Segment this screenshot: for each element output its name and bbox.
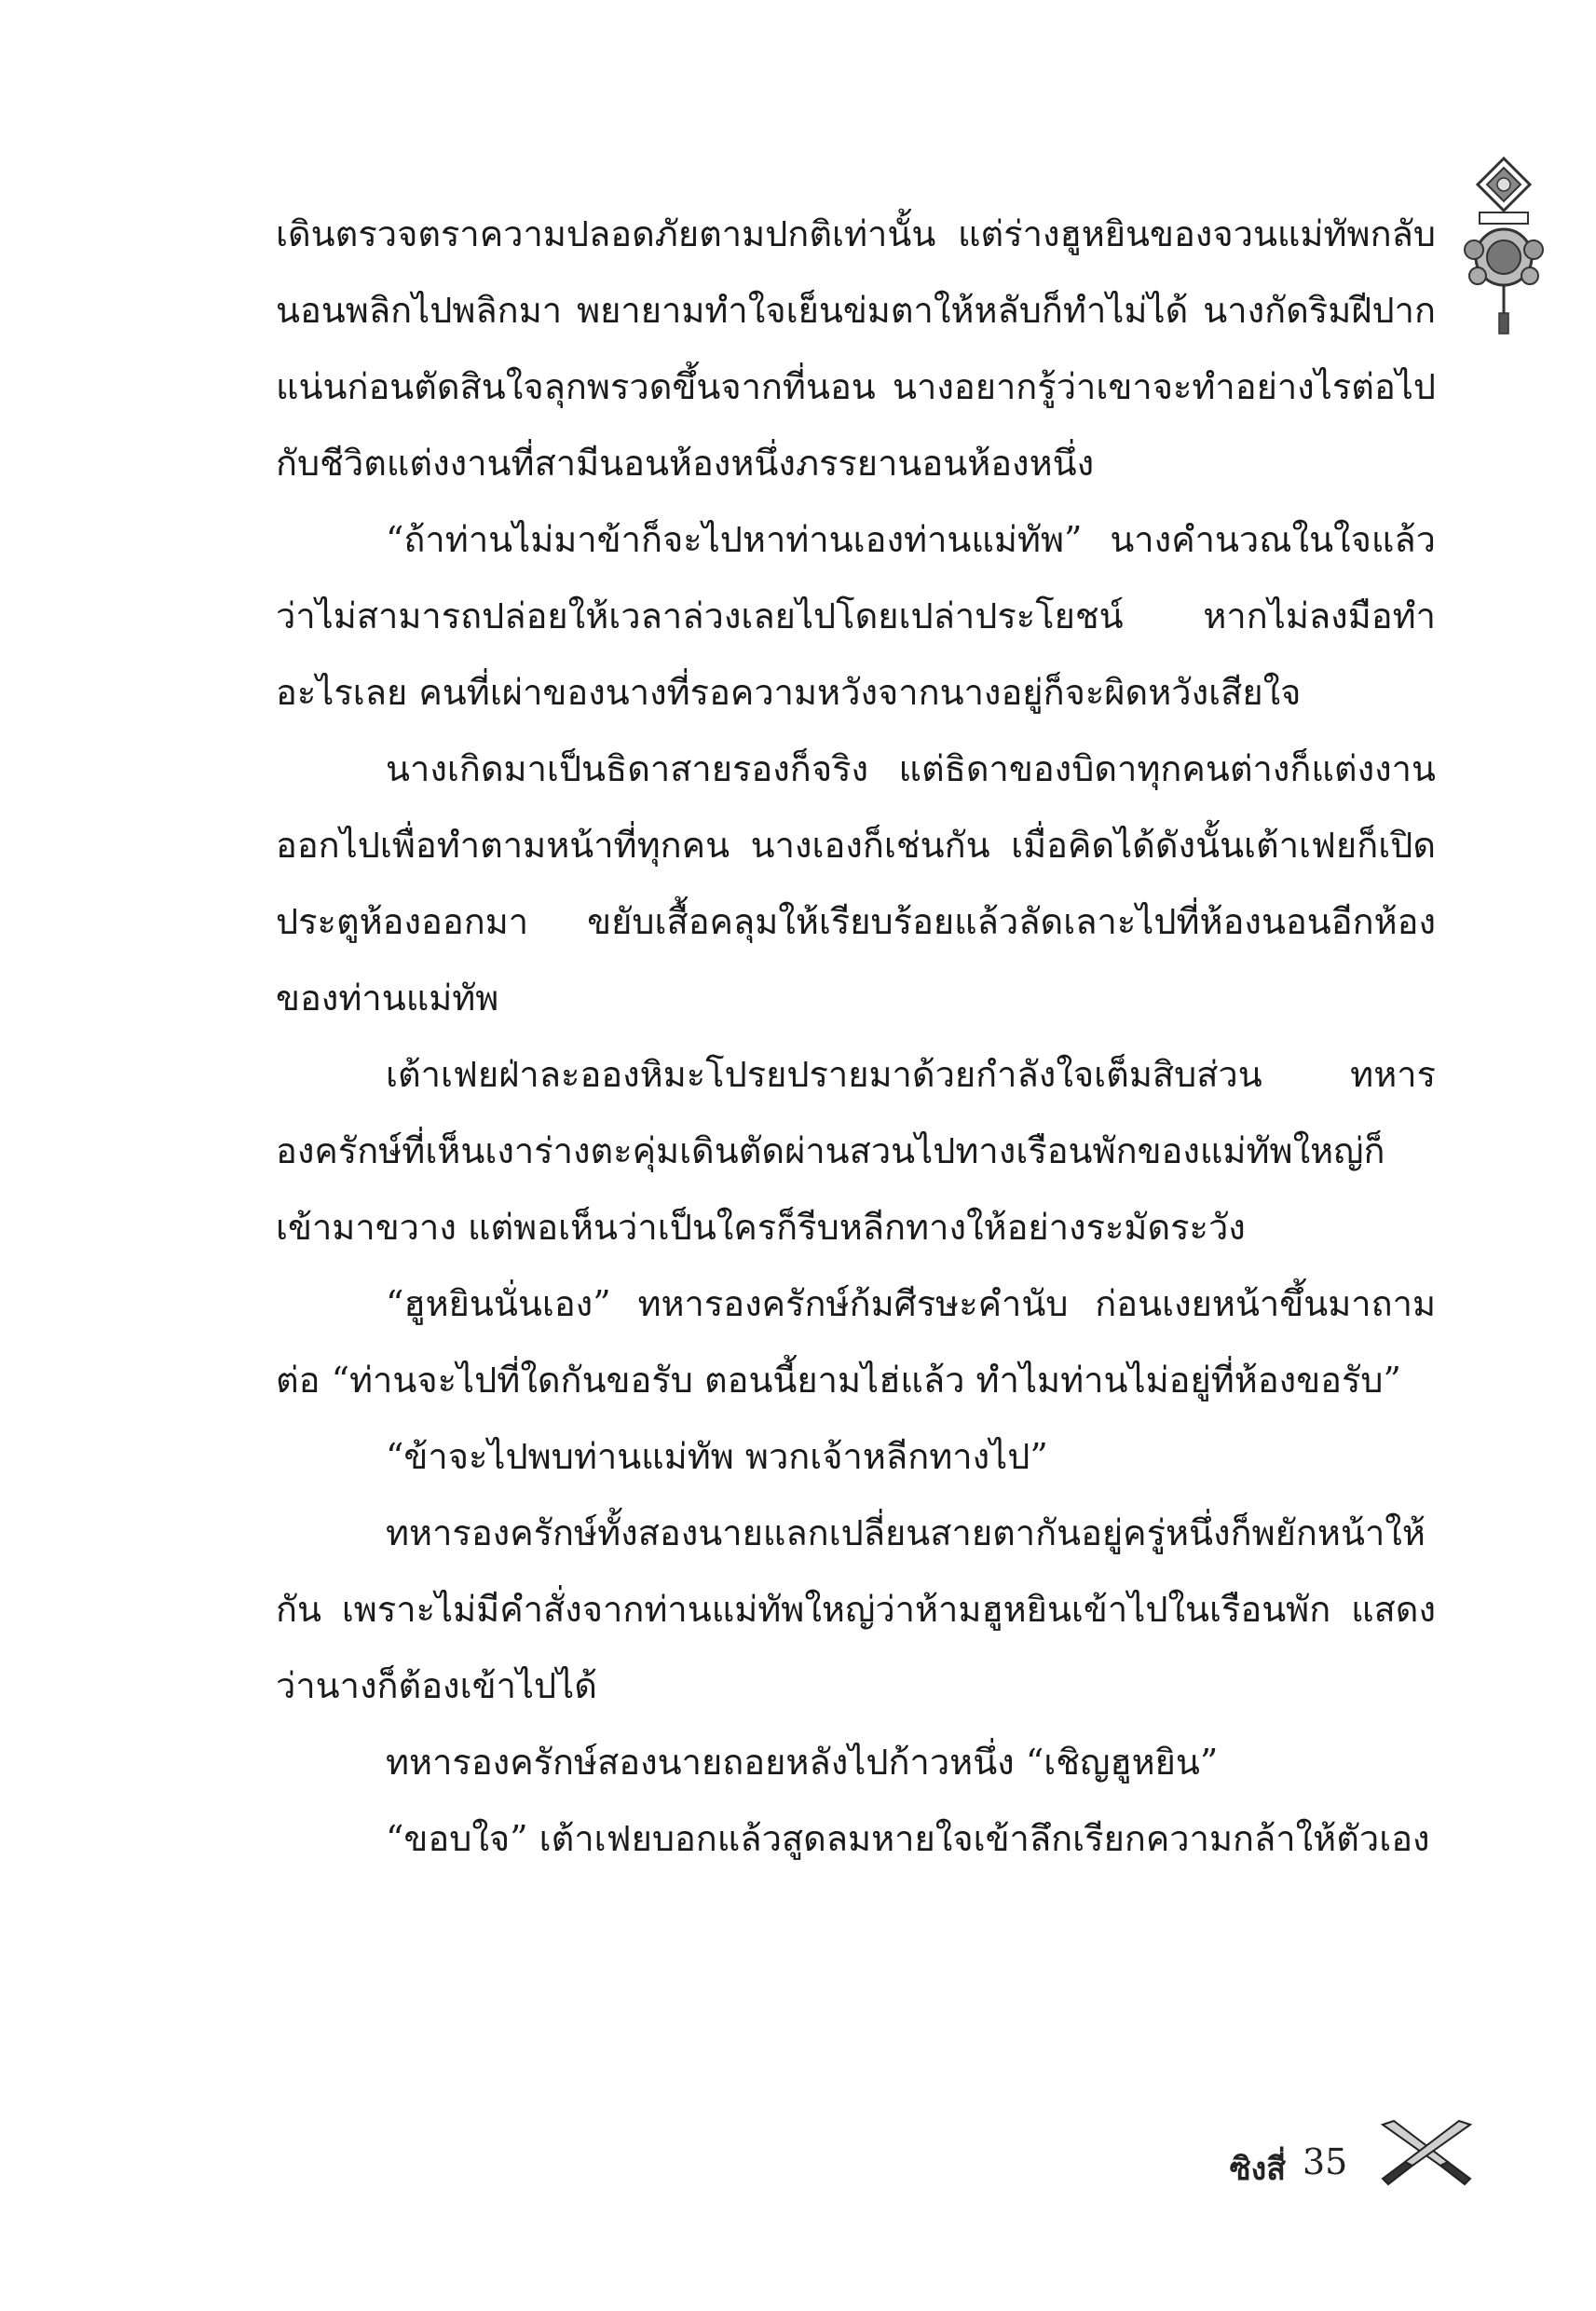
page-number: 35: [1303, 2141, 1348, 2182]
paragraph: นางเกิดมาเป็นธิดาสายรองก็จริง แต่ธิดาของบิดาทุกคนต่างก็แต่งงานออกไปเพื่อทำตามหน้าที่ทุกคน นางเองก็เช่นกัน เมื่อคิดได้ดังนั้นเต้าเฟยก็เปิดประตูห้องออกมา ขยับเสื้อคลุมให้เรียบร้อยแล้วลัดเลาะไปที่ห้องนอนอีกห้องของท่านแม่ทัพ: [276, 748, 1436, 1019]
paragraph: ทหารองครักษ์ทั้งสองนายแลกเปลี่ยนสายตากันอยู่ครู่หนึ่งก็พยักหน้าให้กัน เพราะไม่มีคำสั่งจากท่านแม่ทัพใหญ่ว่าห้ามฮูหยินเข้าไปในเรือนพัก แสดงว่านางก็ต้องเข้าไปได้: [276, 1512, 1436, 1706]
book-title: ซิงสี่: [1229, 2151, 1286, 2188]
paragraph: “ฮูหยินนั่นเอง” ทหารองครักษ์ก้มศีรษะคำนับ ก่อนเงยหน้าขึ้นมาถามต่อ “ท่านจะไปที่ใดกันขอรับ ตอนนี้ยามไฮ่แล้ว ทำไมท่านไม่อยู่ที่ห้องขอรับ”: [276, 1283, 1436, 1401]
paragraph: “ข้าจะไปพบท่านแม่ทัพ พวกเจ้าหลีกทางไป”: [386, 1436, 1048, 1477]
paragraph: เดินตรวจตราความปลอดภัยตามปกติเท่านั้น แต่ร่างฮูหยินของจวนแม่ทัพกลับนอนพลิกไปพลิกมา พยายามทำใจเย็นข่มตาให้หลับก็ทำไม่ได้ นางกัดริมฝีปากแน่นก่อนตัดสินใจลุกพรวดขึ้นจากที่นอน นางอยากรู้ว่าเขาจะทำอย่างไรต่อไปกับชีวิตแต่งงานที่สามีนอนห้องหนึ่งภรรยานอนห้องหนึ่ง: [276, 213, 1436, 484]
page-footer: [1155, 2132, 1472, 2197]
paragraph: “ถ้าท่านไม่มาข้าก็จะไปหาท่านเองท่านแม่ทัพ” นางคำนวณในใจแล้วว่าไม่สามารถปล่อยให้เวลาล่วงเลยไปโดยเปล่าประโยชน์ หากไม่ลงมือทำอะไรเลย คนที่เผ่าของนางที่รอความหวังจากนางอยู่ก็จะผิดหวังเสียใจ: [276, 519, 1436, 713]
body-text: [276, 196, 1436, 1877]
paragraph: ทหารองครักษ์สองนายถอยหลังไปก้าวหนึ่ง “เชิญฮูหยิน”: [386, 1742, 1219, 1783]
crossed-knives-icon: [1375, 2117, 1478, 2192]
paragraph: เต้าเฟยฝ่าละอองหิมะโปรยปรายมาด้วยกำลังใจเต็มสิบส่วน ทหารองครักษ์ที่เห็นเงาร่างตะคุ่มเดินตัดผ่านสวนไปทางเรือนพักของแม่ทัพใหญ่ก็เข้ามาขวาง แต่พอเห็นว่าเป็นใครก็รีบหลีกทางให้อย่างระมัดระวัง: [276, 1054, 1436, 1248]
paragraph: “ขอบใจ” เต้าเฟยบอกแล้วสูดลมหายใจเข้าลึกเรียกความกล้าให้ตัวเอง: [386, 1818, 1430, 1859]
chinese-knot-ornament-icon: [1461, 157, 1547, 343]
